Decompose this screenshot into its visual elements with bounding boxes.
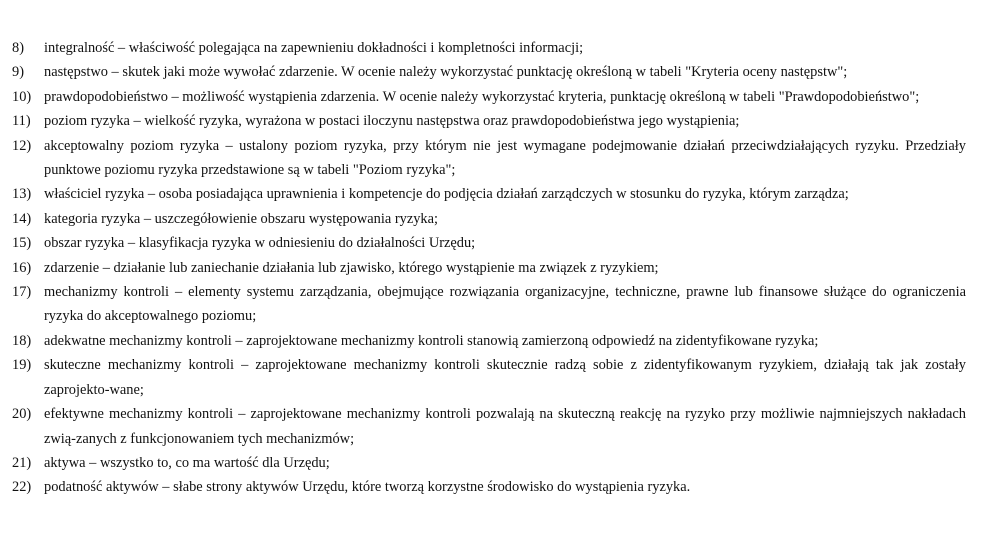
list-item-19 (0, 353, 990, 402)
item-number: 21) (12, 454, 32, 471)
item-number: 16) (12, 259, 32, 276)
item-number: 8) (12, 40, 24, 56)
item-text: kategoria ryzyka – uszczegółowienie obszaru występowania ryzyka; (44, 210, 438, 227)
item-text: adekwatne mechanizmy kontroli – zaprojektowane mechanizmy kontroli stanowią zamierzoną odpowiedź na zidentyfikowane ryzyka; (44, 332, 819, 349)
list-item-17 (0, 280, 990, 329)
item-number: 9) (12, 64, 24, 81)
item-number: 20) (12, 406, 32, 423)
item-number: 13) (12, 186, 32, 203)
list-item-20 (0, 402, 990, 451)
item-number: 18) (12, 332, 32, 349)
list-item-9 (0, 60, 990, 84)
list-item-16 (0, 256, 990, 280)
item-text: poziom ryzyka – wielkość ryzyka, wyrażona w postaci iloczynu następstwa oraz prawdopodobieństwa jego wystąpienia; (44, 113, 740, 130)
list-item-15 (0, 231, 990, 255)
list-item-14 (0, 207, 990, 231)
document-page (0, 36, 990, 500)
item-number: 10) (12, 88, 32, 105)
list-item-13 (0, 182, 990, 206)
list-item-8 (0, 36, 990, 60)
item-text: prawdopodobieństwo – możliwość wystąpienia zdarzenia. W ocenie należy wykorzystać kryteria, punktację określoną w tabeli "Prawdopodobieństwo"; (44, 88, 920, 105)
item-text: właściciel ryzyka – osoba posiadająca uprawnienia i kompetencje do podjęcia działań zarządczych w stosunku do ryzyka, którym zarządza; (44, 186, 849, 203)
item-text: akceptowalny poziom ryzyka – ustalony poziom ryzyka, przy którym nie jest wymagane podejmowanie działań przeciwdziałających ryzyku. Przedziały punktowe poziomu ryzyka przedstawione są w tabeli "Poziom ryzyka"; (44, 137, 966, 179)
item-text: zdarzenie – działanie lub zaniechanie działania lub zjawisko, którego wystąpienie ma związek z ryzykiem; (44, 259, 659, 276)
item-number: 14) (12, 210, 32, 227)
list-item-11 (0, 109, 990, 133)
item-number: 22) (12, 479, 32, 496)
definitions-list (0, 36, 990, 500)
item-text: podatność aktywów – słabe strony aktywów Urzędu, które tworzą korzystne środowisko do wystąpienia ryzyka. (44, 479, 691, 496)
item-text: aktywa – wszystko to, co ma wartość dla Urzędu; (44, 454, 330, 471)
item-text: integralność – właściwość polegająca na zapewnieniu dokładności i kompletności informacji; (44, 40, 584, 56)
item-number: 19) (12, 357, 32, 374)
item-text: obszar ryzyka – klasyfikacja ryzyka w odniesieniu do działalności Urzędu; (44, 235, 476, 252)
item-text: efektywne mechanizmy kontroli – zaprojektowane mechanizmy kontroli pozwalają na skuteczną reakcję na ryzyko przy możliwie najmniejszych nakładach zwią-zanych z funkcjonowaniem tych mechanizmów; (44, 406, 966, 447)
item-number: 12) (12, 137, 32, 154)
list-item-21 (0, 451, 990, 475)
list-item-12 (0, 134, 990, 183)
item-text: następstwo – skutek jaki może wywołać zdarzenie. W ocenie należy wykorzystać punktację określoną w tabeli "Kryteria oceny następstw"; (44, 64, 848, 81)
list-item-22 (0, 475, 990, 499)
list-item-10 (0, 85, 990, 109)
list-item-18 (0, 329, 990, 353)
item-text: mechanizmy kontroli – elementy systemu zarządzania, obejmujące rozwiązania organizacyjne, techniczne, prawne lub finansowe służące do ograniczenia ryzyka do akceptowalnego poziomu; (44, 284, 966, 325)
item-number: 15) (12, 235, 32, 252)
item-number: 17) (12, 284, 32, 301)
item-number: 11) (12, 113, 31, 130)
item-text: skuteczne mechanizmy kontroli – zaprojektowane mechanizmy kontroli skutecznie radzą sobie z zidentyfikowanym ryzykiem, działają tak jak zostały zaprojekto-wane; (44, 357, 966, 398)
